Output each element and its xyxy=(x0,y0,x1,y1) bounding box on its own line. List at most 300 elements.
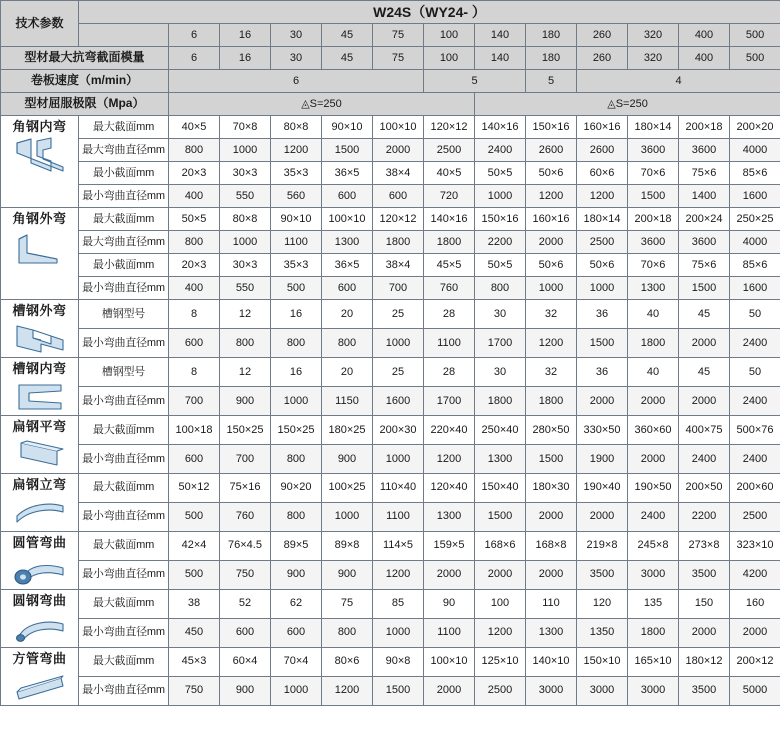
material-row-label: 最大截面mm xyxy=(79,473,169,502)
material-row-label: 最大弯曲直径mm xyxy=(79,139,169,162)
material-row xyxy=(1,386,780,415)
material-row-label: 最小弯曲直径mm xyxy=(79,502,169,531)
material-value-cell: 900 xyxy=(322,444,373,473)
material-value-cell: 800 xyxy=(169,139,220,162)
material-value-cell: 280×50 xyxy=(526,415,577,444)
material-value-cell: 3000 xyxy=(526,676,577,705)
spec-value-cell: 180 xyxy=(526,47,577,70)
material-group-title: 方管弯曲 xyxy=(12,650,67,666)
spec-value-cell: 100 xyxy=(424,47,475,70)
material-value-cell: 32 xyxy=(526,357,577,386)
material-value-cell: 5000 xyxy=(730,676,780,705)
material-value-cell: 1600 xyxy=(730,277,780,300)
material-row xyxy=(1,560,780,589)
material-value-cell: 80×8 xyxy=(271,116,322,139)
material-value-cell: 700 xyxy=(373,277,424,300)
material-value-cell: 135 xyxy=(628,589,679,618)
material-value-cell: 600 xyxy=(220,618,271,647)
material-group-title: 圆管弯曲 xyxy=(12,534,67,550)
material-value-cell: 50×5 xyxy=(475,254,526,277)
material-value-cell: 75 xyxy=(322,589,373,618)
material-value-cell: 45 xyxy=(679,357,730,386)
material-value-cell: 25 xyxy=(373,357,424,386)
material-value-cell: 330×50 xyxy=(577,415,628,444)
model-size-cell: 260 xyxy=(577,24,628,47)
material-row-label: 最大弯曲直径mm xyxy=(79,231,169,254)
spec-span-cell: ◬S=250 xyxy=(169,93,475,116)
material-value-cell: 250×40 xyxy=(475,415,526,444)
material-value-cell: 500 xyxy=(169,502,220,531)
material-value-cell: 800 xyxy=(322,618,373,647)
material-row-label: 最大截面mm xyxy=(79,589,169,618)
material-value-cell: 700 xyxy=(220,444,271,473)
material-value-cell: 2000 xyxy=(526,502,577,531)
material-row xyxy=(1,300,780,329)
material-value-cell: 45×3 xyxy=(169,647,220,676)
material-value-cell: 165×10 xyxy=(628,647,679,676)
material-value-cell: 12 xyxy=(220,300,271,329)
material-value-cell: 1300 xyxy=(526,618,577,647)
material-value-cell: 40×5 xyxy=(169,116,220,139)
material-value-cell: 20×3 xyxy=(169,162,220,185)
material-value-cell: 200×60 xyxy=(730,473,780,502)
material-value-cell: 1100 xyxy=(271,231,322,254)
material-row-label: 最小弯曲直径mm xyxy=(79,618,169,647)
material-value-cell: 160 xyxy=(730,589,780,618)
material-value-cell: 1700 xyxy=(424,386,475,415)
material-value-cell: 36 xyxy=(577,300,628,329)
spec-row-label: 型材最大抗弯截面模量 xyxy=(1,47,169,70)
material-value-cell: 3000 xyxy=(628,676,679,705)
material-row xyxy=(1,185,780,208)
material-value-cell: 2000 xyxy=(577,502,628,531)
material-value-cell: 110 xyxy=(526,589,577,618)
material-row xyxy=(1,254,780,277)
material-group-8 xyxy=(1,589,79,647)
material-value-cell: 35×3 xyxy=(271,254,322,277)
material-value-cell: 200×20 xyxy=(730,116,780,139)
material-value-cell: 52 xyxy=(220,589,271,618)
model-size-cell: 500 xyxy=(730,24,780,47)
material-value-cell: 273×8 xyxy=(679,531,730,560)
material-value-cell: 12 xyxy=(220,357,271,386)
material-value-cell: 114×5 xyxy=(373,531,424,560)
material-value-cell: 62 xyxy=(271,589,322,618)
material-value-cell: 900 xyxy=(271,560,322,589)
material-value-cell: 150×25 xyxy=(271,415,322,444)
material-value-cell: 1000 xyxy=(373,618,424,647)
material-value-cell: 100×25 xyxy=(322,473,373,502)
material-value-cell: 750 xyxy=(169,676,220,705)
material-value-cell: 1300 xyxy=(322,231,373,254)
material-value-cell: 42×4 xyxy=(169,531,220,560)
material-value-cell: 2600 xyxy=(577,139,628,162)
material-value-cell: 150×16 xyxy=(475,208,526,231)
material-value-cell: 220×40 xyxy=(424,415,475,444)
material-value-cell: 2400 xyxy=(730,328,780,357)
material-value-cell: 150×25 xyxy=(220,415,271,444)
material-value-cell: 75×6 xyxy=(679,162,730,185)
material-value-cell: 200×30 xyxy=(373,415,424,444)
channel-outward-bend-icon xyxy=(1,321,78,357)
material-value-cell: 800 xyxy=(271,444,322,473)
material-group-title: 扁钢平弯 xyxy=(12,418,67,434)
material-value-cell: 70×6 xyxy=(628,162,679,185)
material-value-cell: 200×12 xyxy=(730,647,780,676)
material-value-cell: 2000 xyxy=(526,560,577,589)
material-row xyxy=(1,676,780,705)
material-value-cell: 150×10 xyxy=(577,647,628,676)
material-value-cell: 120×40 xyxy=(424,473,475,502)
material-value-cell: 1500 xyxy=(679,277,730,300)
material-value-cell: 140×10 xyxy=(526,647,577,676)
material-value-cell: 600 xyxy=(373,185,424,208)
material-value-cell: 85 xyxy=(373,589,424,618)
material-value-cell: 2400 xyxy=(475,139,526,162)
material-value-cell: 500 xyxy=(169,560,220,589)
material-value-cell: 2000 xyxy=(679,386,730,415)
material-value-cell: 1500 xyxy=(526,444,577,473)
material-value-cell: 90×8 xyxy=(373,647,424,676)
material-value-cell: 180×25 xyxy=(322,415,373,444)
material-value-cell: 450 xyxy=(169,618,220,647)
material-value-cell: 90×10 xyxy=(322,116,373,139)
material-value-cell: 3600 xyxy=(628,231,679,254)
material-value-cell: 2000 xyxy=(475,560,526,589)
material-value-cell: 89×8 xyxy=(322,531,373,560)
material-value-cell: 70×6 xyxy=(628,254,679,277)
header-row-sizes xyxy=(1,24,780,47)
material-value-cell: 40×5 xyxy=(424,162,475,185)
material-value-cell: 219×8 xyxy=(577,531,628,560)
material-value-cell: 560 xyxy=(271,185,322,208)
angle-inward-bend-icon xyxy=(1,137,78,173)
material-value-cell: 3500 xyxy=(679,560,730,589)
material-value-cell: 4000 xyxy=(730,139,780,162)
spec-value-cell: 500 xyxy=(730,47,780,70)
material-value-cell: 45×5 xyxy=(424,254,475,277)
material-value-cell: 180×14 xyxy=(577,208,628,231)
material-value-cell: 250×25 xyxy=(730,208,780,231)
material-value-cell: 900 xyxy=(220,676,271,705)
material-value-cell: 1500 xyxy=(322,139,373,162)
material-value-cell: 2000 xyxy=(730,618,780,647)
material-value-cell: 500 xyxy=(271,277,322,300)
material-value-cell: 600 xyxy=(169,328,220,357)
material-group-4 xyxy=(1,357,79,415)
spec-span-cell: 5 xyxy=(424,70,526,93)
material-value-cell: 75×6 xyxy=(679,254,730,277)
angle-outward-bend-icon xyxy=(1,229,78,265)
material-value-cell: 120×12 xyxy=(373,208,424,231)
material-value-cell: 50×5 xyxy=(169,208,220,231)
material-value-cell: 30×3 xyxy=(220,254,271,277)
material-value-cell: 160×16 xyxy=(577,116,628,139)
material-row-label: 最小弯曲直径mm xyxy=(79,676,169,705)
material-value-cell: 16 xyxy=(271,300,322,329)
material-row-label: 最大截面mm xyxy=(79,415,169,444)
material-value-cell: 1200 xyxy=(271,139,322,162)
material-value-cell: 1100 xyxy=(373,502,424,531)
spec-value-cell: 16 xyxy=(220,47,271,70)
material-value-cell: 1000 xyxy=(373,444,424,473)
flat-bar-flat-bend-icon xyxy=(1,437,78,473)
spec-value-cell: 6 xyxy=(169,47,220,70)
material-value-cell: 1300 xyxy=(475,444,526,473)
material-value-cell: 168×6 xyxy=(475,531,526,560)
material-value-cell: 3500 xyxy=(679,676,730,705)
material-value-cell: 200×24 xyxy=(679,208,730,231)
material-value-cell: 25 xyxy=(373,300,424,329)
material-value-cell: 2600 xyxy=(526,139,577,162)
material-value-cell: 500×76 xyxy=(730,415,780,444)
material-value-cell: 40 xyxy=(628,300,679,329)
material-value-cell: 400 xyxy=(169,185,220,208)
material-value-cell: 8 xyxy=(169,300,220,329)
material-value-cell: 180×12 xyxy=(679,647,730,676)
model-size-cell: 6 xyxy=(169,24,220,47)
material-value-cell: 2400 xyxy=(730,386,780,415)
material-value-cell: 600 xyxy=(169,444,220,473)
material-value-cell: 40 xyxy=(628,357,679,386)
material-value-cell: 4000 xyxy=(730,231,780,254)
model-size-cell: 30 xyxy=(271,24,322,47)
material-row-label: 最小截面mm xyxy=(79,162,169,185)
material-value-cell: 50×6 xyxy=(526,162,577,185)
material-value-cell: 1200 xyxy=(424,444,475,473)
material-row xyxy=(1,502,780,531)
material-value-cell: 100 xyxy=(475,589,526,618)
material-row-label: 最小弯曲直径mm xyxy=(79,386,169,415)
round-bar-bend-icon xyxy=(1,611,78,647)
material-value-cell: 160×16 xyxy=(526,208,577,231)
material-value-cell: 159×5 xyxy=(424,531,475,560)
material-value-cell: 3500 xyxy=(577,560,628,589)
spec-value-cell: 320 xyxy=(628,47,679,70)
material-value-cell: 20×3 xyxy=(169,254,220,277)
material-value-cell: 400×75 xyxy=(679,415,730,444)
material-group-6 xyxy=(1,473,79,531)
material-group-7 xyxy=(1,531,79,589)
material-value-cell: 2400 xyxy=(730,444,780,473)
material-value-cell: 2500 xyxy=(424,139,475,162)
spec-value-cell: 140 xyxy=(475,47,526,70)
material-value-cell: 200×18 xyxy=(628,208,679,231)
material-value-cell: 400 xyxy=(169,277,220,300)
material-value-cell: 36×5 xyxy=(322,254,373,277)
material-row xyxy=(1,444,780,473)
material-row-label: 最大截面mm xyxy=(79,647,169,676)
material-value-cell: 1600 xyxy=(730,185,780,208)
channel-inward-bend-icon xyxy=(1,379,78,415)
material-value-cell: 1000 xyxy=(373,328,424,357)
material-row xyxy=(1,589,780,618)
spec-span-cell: 4 xyxy=(577,70,780,93)
material-value-cell: 1300 xyxy=(628,277,679,300)
material-row-label: 最小弯曲直径mm xyxy=(79,560,169,589)
material-value-cell: 2500 xyxy=(475,676,526,705)
material-row xyxy=(1,162,780,185)
material-row-label: 槽钢型号 xyxy=(79,357,169,386)
material-value-cell: 50×6 xyxy=(526,254,577,277)
material-row xyxy=(1,531,780,560)
material-row-label: 最小弯曲直径mm xyxy=(79,328,169,357)
material-value-cell: 800 xyxy=(322,328,373,357)
material-value-cell: 2000 xyxy=(373,139,424,162)
material-value-cell: 8 xyxy=(169,357,220,386)
material-group-2 xyxy=(1,208,79,300)
material-value-cell: 1100 xyxy=(424,328,475,357)
material-value-cell: 140×16 xyxy=(424,208,475,231)
material-row-label: 最小弯曲直径mm xyxy=(79,444,169,473)
material-value-cell: 90 xyxy=(424,589,475,618)
model-size-cell: 16 xyxy=(220,24,271,47)
material-value-cell: 50 xyxy=(730,357,780,386)
material-value-cell: 1000 xyxy=(322,502,373,531)
material-value-cell: 90×20 xyxy=(271,473,322,502)
material-value-cell: 600 xyxy=(271,618,322,647)
model-size-cell: 45 xyxy=(322,24,373,47)
spec-span-cell: ◬S=250 xyxy=(475,93,780,116)
material-group-1 xyxy=(1,116,79,208)
material-value-cell: 1000 xyxy=(271,386,322,415)
material-value-cell: 50×6 xyxy=(577,254,628,277)
material-value-cell: 600 xyxy=(322,277,373,300)
spec-value-cell: 400 xyxy=(679,47,730,70)
material-value-cell: 550 xyxy=(220,185,271,208)
model-size-cell: 180 xyxy=(526,24,577,47)
material-value-cell: 3000 xyxy=(628,560,679,589)
material-value-cell: 100×10 xyxy=(322,208,373,231)
material-group-title: 角钢内弯 xyxy=(12,119,67,134)
spec-span-cell: 5 xyxy=(526,70,577,93)
material-value-cell: 1000 xyxy=(271,676,322,705)
material-value-cell: 1200 xyxy=(373,560,424,589)
material-value-cell: 50 xyxy=(730,300,780,329)
material-value-cell: 200×50 xyxy=(679,473,730,502)
material-value-cell: 1300 xyxy=(424,502,475,531)
material-value-cell: 760 xyxy=(424,277,475,300)
material-value-cell: 2500 xyxy=(577,231,628,254)
material-value-cell: 168×8 xyxy=(526,531,577,560)
material-group-title: 角钢外弯 xyxy=(12,211,67,226)
material-value-cell: 16 xyxy=(271,357,322,386)
material-row-label: 最小弯曲直径mm xyxy=(79,277,169,300)
material-value-cell: 36 xyxy=(577,357,628,386)
model-size-cell: 75 xyxy=(373,24,424,47)
material-value-cell: 1800 xyxy=(475,386,526,415)
material-value-cell: 600 xyxy=(322,185,373,208)
material-value-cell: 2000 xyxy=(424,560,475,589)
material-value-cell: 700 xyxy=(169,386,220,415)
material-value-cell: 85×6 xyxy=(730,162,780,185)
spec-row xyxy=(1,47,780,70)
spec-value-cell: 30 xyxy=(271,47,322,70)
material-value-cell: 1000 xyxy=(475,185,526,208)
material-value-cell: 800 xyxy=(220,328,271,357)
material-value-cell: 30×3 xyxy=(220,162,271,185)
material-value-cell: 38 xyxy=(169,589,220,618)
material-row xyxy=(1,231,780,254)
material-value-cell: 150 xyxy=(679,589,730,618)
material-value-cell: 1200 xyxy=(475,618,526,647)
material-group-title: 圆钢弯曲 xyxy=(12,592,67,608)
material-group-9 xyxy=(1,647,79,705)
material-row xyxy=(1,415,780,444)
material-value-cell: 120 xyxy=(577,589,628,618)
material-value-cell: 1200 xyxy=(577,185,628,208)
material-value-cell: 28 xyxy=(424,300,475,329)
material-value-cell: 89×5 xyxy=(271,531,322,560)
material-row xyxy=(1,139,780,162)
material-value-cell: 2200 xyxy=(679,502,730,531)
material-value-cell: 60×4 xyxy=(220,647,271,676)
material-value-cell: 180×14 xyxy=(628,116,679,139)
model-size-cell: 320 xyxy=(628,24,679,47)
material-row xyxy=(1,208,780,231)
material-value-cell: 50×5 xyxy=(475,162,526,185)
material-group-title: 槽钢内弯 xyxy=(12,360,67,376)
material-value-cell: 550 xyxy=(220,277,271,300)
material-value-cell: 190×40 xyxy=(577,473,628,502)
material-value-cell: 1800 xyxy=(373,231,424,254)
round-tube-bend-icon xyxy=(1,553,78,589)
material-row-label: 最小截面mm xyxy=(79,254,169,277)
material-value-cell: 323×10 xyxy=(730,531,780,560)
material-value-cell: 1000 xyxy=(526,277,577,300)
material-value-cell: 1350 xyxy=(577,618,628,647)
material-value-cell: 4200 xyxy=(730,560,780,589)
material-value-cell: 200×18 xyxy=(679,116,730,139)
material-value-cell: 3600 xyxy=(679,139,730,162)
material-value-cell: 1800 xyxy=(424,231,475,254)
material-value-cell: 180×30 xyxy=(526,473,577,502)
material-row-label: 最大截面mm xyxy=(79,116,169,139)
spec-row xyxy=(1,70,780,93)
material-value-cell: 50×12 xyxy=(169,473,220,502)
material-value-cell: 20 xyxy=(322,300,373,329)
material-value-cell: 2000 xyxy=(628,386,679,415)
material-value-cell: 1200 xyxy=(526,185,577,208)
material-value-cell: 2000 xyxy=(577,386,628,415)
material-value-cell: 900 xyxy=(220,386,271,415)
material-value-cell: 30 xyxy=(475,357,526,386)
material-value-cell: 900 xyxy=(322,560,373,589)
material-value-cell: 245×8 xyxy=(628,531,679,560)
material-value-cell: 1000 xyxy=(220,231,271,254)
material-value-cell: 3600 xyxy=(679,231,730,254)
material-value-cell: 36×5 xyxy=(322,162,373,185)
material-value-cell: 35×3 xyxy=(271,162,322,185)
material-value-cell: 3000 xyxy=(577,676,628,705)
material-value-cell: 80×8 xyxy=(220,208,271,231)
material-value-cell: 1900 xyxy=(577,444,628,473)
material-row xyxy=(1,277,780,300)
material-value-cell: 150×40 xyxy=(475,473,526,502)
material-value-cell: 1200 xyxy=(322,676,373,705)
material-row xyxy=(1,473,780,502)
material-value-cell: 110×40 xyxy=(373,473,424,502)
material-value-cell: 125×10 xyxy=(475,647,526,676)
material-value-cell: 150×16 xyxy=(526,116,577,139)
material-value-cell: 45 xyxy=(679,300,730,329)
spec-row-label: 卷板速度（m/min） xyxy=(1,70,169,93)
spec-row xyxy=(1,93,780,116)
material-row-label: 最小弯曲直径mm xyxy=(79,185,169,208)
material-value-cell: 1100 xyxy=(424,618,475,647)
material-value-cell: 60×6 xyxy=(577,162,628,185)
material-value-cell: 100×18 xyxy=(169,415,220,444)
